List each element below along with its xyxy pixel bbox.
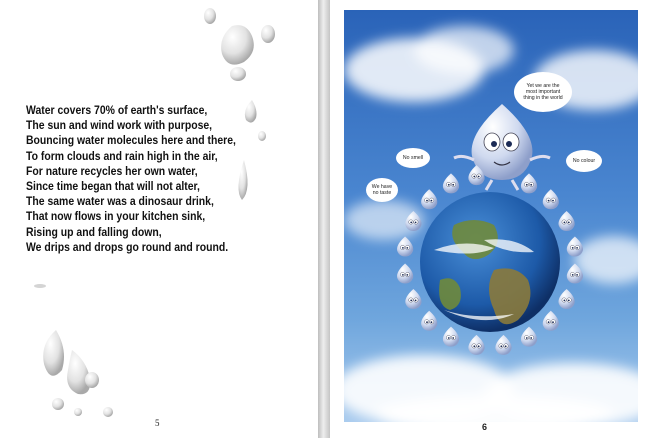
small-droplet-character <box>397 264 413 284</box>
page-number-right: 6 <box>482 422 488 432</box>
poem-line: Rising up and falling down, <box>26 225 162 239</box>
small-droplet-character <box>495 335 511 355</box>
poem-line: Water covers 70% of earth's surface, <box>26 104 208 117</box>
poem-line: That now flows in your kitchen sink, <box>26 210 206 224</box>
speech-bubble-no-taste <box>366 178 398 202</box>
small-droplet-character <box>567 237 583 257</box>
small-droplet-character <box>397 237 413 257</box>
page-number-left: 5 <box>155 418 160 428</box>
small-droplet-character <box>521 173 537 193</box>
small-droplet-character <box>443 173 459 193</box>
main-droplet-character <box>454 104 550 190</box>
illustration-panel <box>344 10 638 422</box>
poem-line: For nature recycles her own water, <box>26 164 198 178</box>
earth-illustration <box>344 10 638 422</box>
small-droplet-character <box>405 289 421 309</box>
small-droplet-character <box>421 311 437 331</box>
speech-bubble-main <box>514 72 572 112</box>
speech-bubble-no-taste-text: We have no taste <box>371 184 393 196</box>
speech-bubble-main-text: Yet we are the most important thing in the world <box>523 83 563 101</box>
poem-line: Bouncing water molecules here and there, <box>26 134 236 148</box>
small-droplet-character <box>543 311 559 331</box>
speech-bubble-no-colour <box>566 150 602 172</box>
poem-line: Since time began that will not alter, <box>26 180 200 194</box>
small-droplet-character <box>559 211 575 231</box>
small-droplet-character <box>559 289 575 309</box>
small-droplet-character <box>521 327 537 347</box>
book-gutter <box>318 0 330 438</box>
small-droplet-character <box>468 335 484 355</box>
small-droplet-character <box>421 189 437 209</box>
poem-line: We drips and drops go round and round. <box>26 240 229 254</box>
poem-line: To form clouds and rain high in the air, <box>26 149 218 163</box>
earth-globe <box>420 192 560 332</box>
poem-line: The sun and wind work with purpose, <box>26 119 213 133</box>
small-droplet-character <box>443 327 459 347</box>
speech-bubble-no-colour-text: No colour <box>572 158 596 164</box>
poem <box>26 103 259 255</box>
speech-bubble-no-smell <box>396 148 430 168</box>
speech-bubble-no-smell-text: No smell <box>402 155 424 161</box>
poem-line: The same water was a dinosaur drink, <box>26 195 214 209</box>
left-page <box>0 0 318 438</box>
small-droplet-character <box>543 189 559 209</box>
